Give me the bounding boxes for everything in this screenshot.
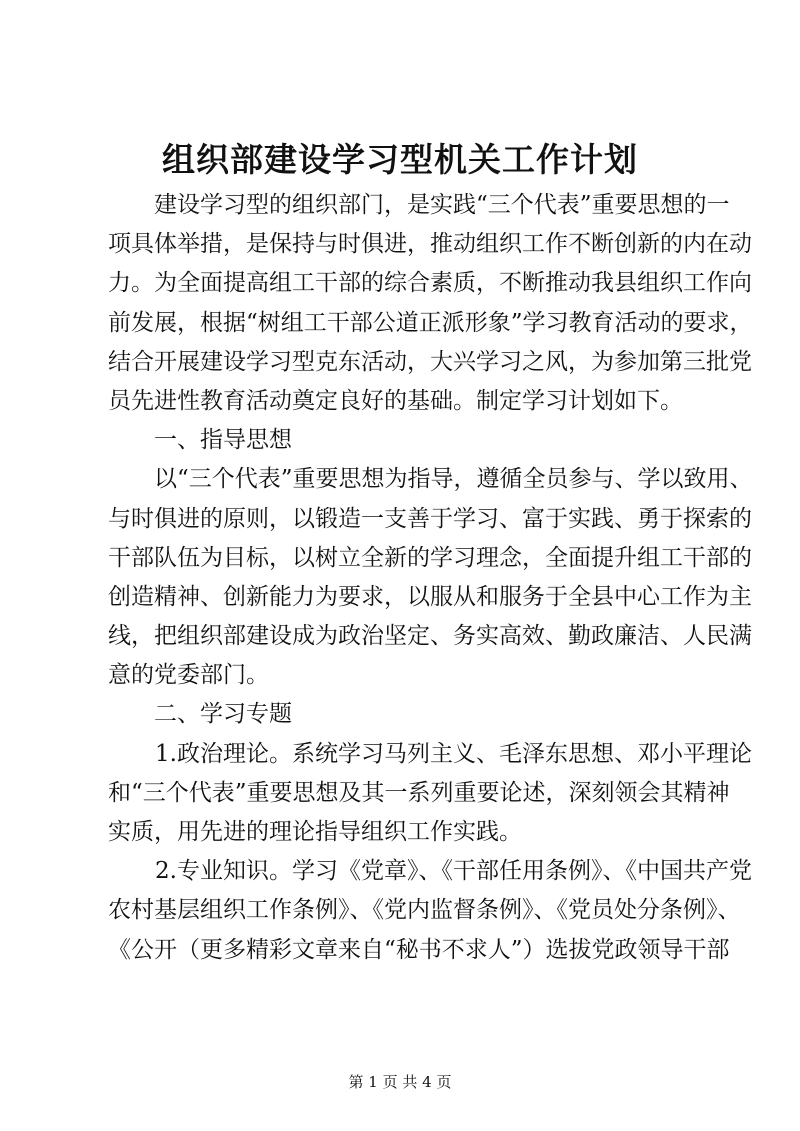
document-body xyxy=(108,186,753,970)
paragraph-line: 以“三个代表”重要思想为指导，遵循全员参与、学以致用、 xyxy=(154,466,753,493)
paragraph-line: 2.专业知识。学习《党章》、《干部任用条例》、《中国共产党 xyxy=(155,858,752,885)
paragraph-line: 农村基层组织工作条例》、《党内监督条例》、《党员处分条例》、 xyxy=(108,897,741,924)
paragraph-line: 项具体举措，是保持与时俱进，推动组织工作不断创新的内在动 xyxy=(108,231,752,258)
page-number: 第 1 页 共 4 页 xyxy=(348,1073,452,1091)
paragraph-line: 和“三个代表”重要思想及其一系列重要论述，深刻领会其精神 xyxy=(108,779,730,806)
paragraph-line: 《公开（更多精彩文章来自“秘书不求人”）选拔党政领导干部 xyxy=(108,936,730,963)
document-title: 组织部建设学习型机关工作计划 xyxy=(162,140,638,179)
paragraph-line: 员先进性教育活动奠定良好的基础。制定学习计划如下。 xyxy=(108,387,683,414)
paragraph-line: 1.政治理论。系统学习马列主义、毛泽东思想、邓小平理论 xyxy=(155,740,752,767)
paragraph-line: 干部队伍为目标，以树立全新的学习理念，全面提升组工干部的 xyxy=(108,544,752,571)
paragraph-line: 前发展，根据“树组工干部公道正派形象”学习教育活动的要求， xyxy=(108,309,753,336)
paragraph-line: 创造精神、创新能力为要求，以服从和服务于全县中心工作为主 xyxy=(108,583,752,610)
paragraph-line: 结合开展建设学习型克东活动，大兴学习之风，为参加第三批党 xyxy=(108,348,752,375)
paragraph-line: 意的党委部门。 xyxy=(108,662,269,689)
paragraph-line: 建设学习型的组织部门，是实践“三个代表”重要思想的一 xyxy=(154,192,730,218)
section-heading: 二、学习专题 xyxy=(154,701,292,728)
section-heading: 一、指导思想 xyxy=(154,427,292,454)
paragraph-line: 与时俱进的原则，以锻造一支善于学习、富于实践、勇于探索的 xyxy=(108,505,752,532)
paragraph-line: 线，把组织部建设成为政治坚定、务实高效、勤政廉洁、人民满 xyxy=(108,623,752,650)
paragraph-line: 实质，用先进的理论指导组织工作实践。 xyxy=(108,819,522,845)
paragraph-line: 力。为全面提高组工干部的综合素质，不断推动我县组织工作向 xyxy=(108,270,752,297)
